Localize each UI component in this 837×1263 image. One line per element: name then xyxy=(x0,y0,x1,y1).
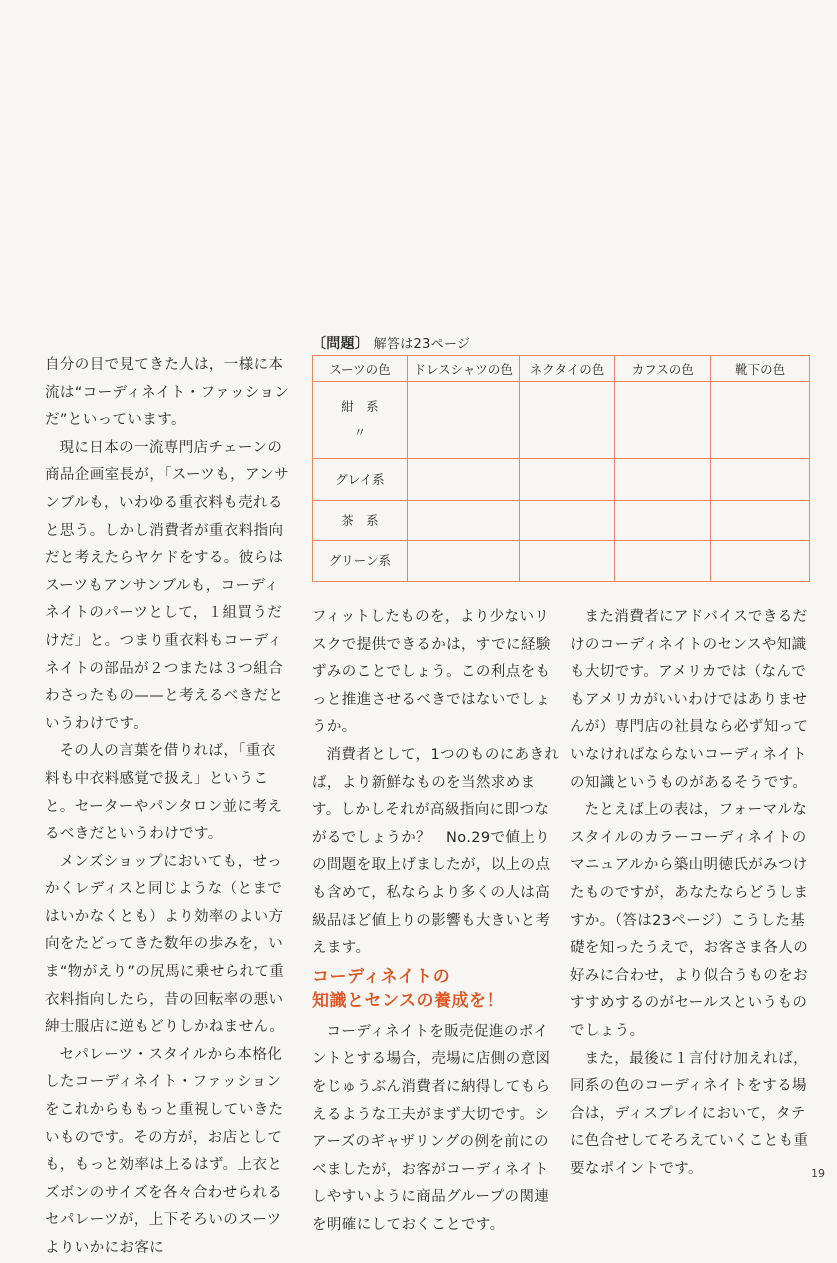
table-row xyxy=(313,501,810,541)
header-shirt-color: ドレスシャツの色 xyxy=(407,356,519,382)
row-label-navy: 紺 系 〃 xyxy=(313,382,408,459)
answer-cell xyxy=(711,459,810,501)
table-row xyxy=(313,382,810,459)
row-label-brown: 茶 系 xyxy=(313,501,408,541)
answer-cell xyxy=(615,382,711,459)
answer-cell xyxy=(615,541,711,582)
answer-cell xyxy=(519,541,615,582)
paragraph: 消費者として，1つのものにあきれば，より新鮮なものを当然求めます。しかしそれが高級指向に即つながるでしょうか？ No.29で値上りの問題を取上げましたが，以上の点も含めて，私ならより多くの人は高級品ほど値上りの影響も大きいと考えます。 xyxy=(312,746,560,957)
paragraph: セパレーツ・スタイルから本格化したコーディネイト・ファッションをこれからももっと重視していきたいものです。その方が，お店としても，もっと効率は上るはず。上衣とズボンのサイズを各々合わせられるセパレーツが，上下そろいのスーツよりいかにお客に xyxy=(45,1046,284,1256)
answer-cell xyxy=(407,382,519,459)
table-header-row xyxy=(313,356,810,382)
paragraph: また，最後に１言付け加えれば，同系の色のコーディネイトをする場合は，ディスプレイにおいて，タテに色合せしてそろえていくことも重要なポイントです。 xyxy=(570,1050,809,1177)
paragraph: 現に日本の一流専門店チェーンの商品企画室長が，「スーツも，アンサンブルも，いわゆる重衣料も売れると思う。しかし消費者が重衣料指向だと考えたらヤケドをする。彼らはスーツもアンサンブルも，コーディネイトのパーツとして，１組買うだけだ」と。つまり重衣料もコーディネイトの部品が２つまたは３つ組合わさったもの——と考えるべきだというわけです。 xyxy=(45,439,290,732)
header-tie-color: ネクタイの色 xyxy=(519,356,615,382)
paragraph: たとえば上の表は，フォーマルなスタイルのカラーコーディネイトのマニュアルから築山明徳氏がみつけたものですが，あなたならどうしますか。（答は23ページ）こうした基礎を知ったうえで，お客さま各人の好みに合わせ，より似合うものをおすすめするのがセールスというものでしょう。 xyxy=(570,802,809,1039)
answer-cell xyxy=(407,541,519,582)
answer-cell xyxy=(519,382,615,459)
answer-cell xyxy=(615,459,711,501)
answer-cell xyxy=(407,501,519,541)
question-label: 〔問題〕 xyxy=(312,336,370,352)
header-suit-color: スーツの色 xyxy=(313,356,408,382)
table-row xyxy=(313,459,810,501)
question-title xyxy=(312,333,470,353)
text-column-middle xyxy=(312,604,562,1239)
answer-cell xyxy=(407,459,519,501)
answer-cell xyxy=(711,541,810,582)
answer-note: 解答は23ページ xyxy=(373,337,471,352)
answer-cell xyxy=(711,501,810,541)
paragraph: また消費者にアドバイスできるだけのコーディネイトのセンスや知識も大切です。アメリカでは（なんでもアメリカがいいわけではありませんが）専門店の社員なら必ず知っていなければならないコーディネイトの知識というものがあるそうです。 xyxy=(570,609,809,791)
answer-cell xyxy=(519,501,615,541)
answer-cell xyxy=(711,382,810,459)
answer-cell xyxy=(519,459,615,501)
paragraph: その人の言葉を借りれば，「重衣料も中衣料感覚で扱え」ということ。セーターやパンタロン並に考えるべきだというわけです。 xyxy=(45,743,283,843)
section-heading: コーディネイトの 知識とセンスの養成を！ xyxy=(312,966,504,1011)
text-column-left xyxy=(45,352,290,1263)
text-column-right xyxy=(570,604,820,1183)
header-cuffs-color: カフスの色 xyxy=(615,356,711,382)
paragraph: フィットしたものを，より少ないリスクで提供できるかは，すでに経験ずみのことでしょう。この利点をもっと推進させるべきではないでしょうか。 xyxy=(312,609,551,736)
row-label-gray: グレイ系 xyxy=(313,459,408,501)
row-label-green: グリーン系 xyxy=(313,541,408,582)
paragraph: メンズショップにおいても，せっかくレディスと同じような（とまではいかなくとも）より効率のよい方向をたどってきた数年の歩みを，いま“物がえり”の尻馬に乗せられて重衣料指向したら，昔の回転率の悪い紳士服店に逆もどりしかねません。 xyxy=(45,853,285,1036)
paragraph: コーディネイトを販売促進のポイントとする場合，売場に店側の意図をじゅうぶん消費者に納得してもらえるような工夫がまず大切です。シアーズのギャザリングの例を前にのべましたが，お客がコーディネイトしやすいように商品グループの関連を明確にしておくことです。 xyxy=(312,1023,551,1233)
page-number: 19 xyxy=(811,1167,825,1180)
color-coordinate-table xyxy=(312,355,810,582)
answer-cell xyxy=(615,501,711,541)
table-row xyxy=(313,541,810,582)
header-socks-color: 靴下の色 xyxy=(711,356,810,382)
paragraph: 自分の目で見てきた人は，一様に本流は“コーディネイト・ファッションだ”といっています。 xyxy=(45,357,290,429)
